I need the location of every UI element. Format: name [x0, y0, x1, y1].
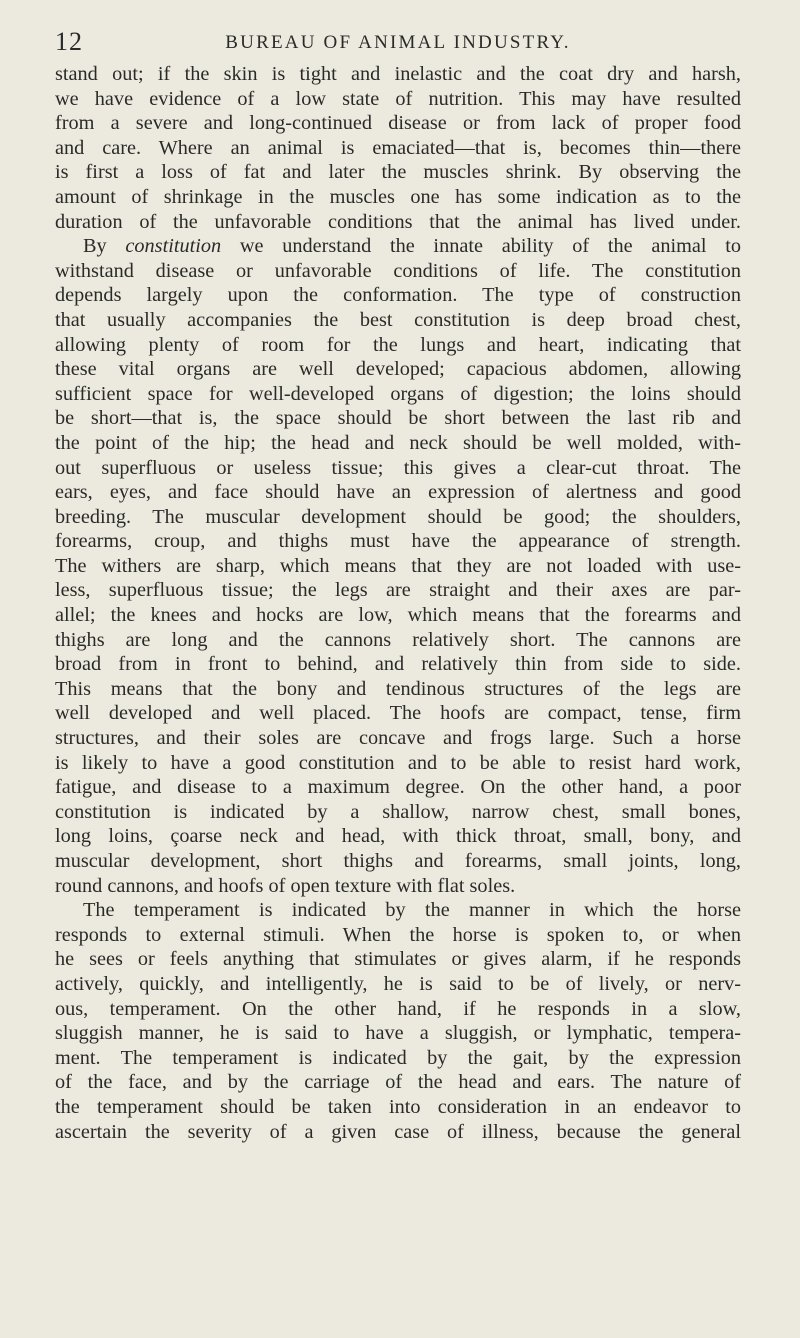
text-line: round cannons, and hoofs of open texture with flat soles.	[55, 874, 516, 897]
page-number: 12	[55, 27, 83, 56]
text-line: the point of the hip; the head and neck should be well molded, with-	[55, 431, 741, 454]
text-line: ous, temperament. On the other hand, if he responds in a slow,	[55, 997, 741, 1020]
text-line: ment. The temperament is indicated by the gait, by the expression	[55, 1046, 741, 1069]
text-line: ears, eyes, and face should have an expression of alertness and good	[55, 481, 741, 504]
text-line: from a severe and long-continued disease or from lack of proper food	[55, 112, 741, 135]
text-line: withstand disease or unfavorable conditions of life. The constitution	[55, 259, 741, 282]
text-line: broad from in front to behind, and relatively thin from side to side.	[55, 653, 741, 676]
text-line: well developed and well placed. The hoofs are compact, tense, firm	[55, 702, 741, 725]
text-line: the temperament should be taken into consideration in an endeavor to	[55, 1095, 741, 1118]
text-line: muscular development, short thighs and forearms, small joints, long,	[55, 850, 741, 872]
text-line: fatigue, and disease to a maximum degree. On the other hand, a poor	[55, 776, 741, 799]
text-line: less, superfluous tissue; the legs are straight and their axes are par-	[55, 579, 741, 602]
text-line: structures, and their soles are concave and frogs large. Such a horse	[55, 727, 741, 750]
text-line: This means that the bony and tendinous structures of the legs are	[55, 677, 741, 700]
text-line: that usually accompanies the best constitution is deep broad chest,	[55, 308, 741, 331]
italic-term: constitution	[125, 235, 222, 258]
text-line: is first a loss of fat and later the muscles shrink. By observing the	[55, 161, 741, 184]
text-line: forearms, croup, and thighs must have the appearance of strength.	[55, 530, 741, 553]
text-line: allowing plenty of room for the lungs and heart, indicating that	[55, 333, 741, 356]
text-line: be short—that is, the space should be short between the last rib and	[55, 407, 741, 430]
text-line: is likely to have a good constitution and to be able to resist hard work,	[55, 751, 741, 774]
text-line: ascertain the severity of a given case of illness, because the general	[55, 1120, 741, 1143]
text-line: of the face, and by the carriage of the head and ears. The nature of	[55, 1071, 741, 1094]
text-line: we have evidence of a low state of nutrition. This may have resulted	[55, 87, 741, 110]
text-segment: we understand the innate ability of the animal to	[221, 235, 741, 258]
text-line: sufficient space for well-developed organs of digestion; the loins should	[55, 382, 741, 405]
text-line: and care. Where an animal is emaciated—that is, becomes thin—there	[55, 136, 741, 159]
text-segment: By	[83, 235, 126, 258]
text-line: out superfluous or useless tissue; this gives a clear-cut throat. The	[55, 456, 741, 479]
text-line: breeding. The muscular development should be good; the shoulders,	[55, 505, 741, 528]
text-line: long loins, çoarse neck and head, with thick throat, small, bony, and	[55, 825, 741, 848]
text-line: thighs are long and the cannons relatively short. The cannons are	[55, 628, 741, 651]
body-text	[55, 62, 741, 1144]
text-line: actively, quickly, and intelligently, he is said to be of lively, or nerv-	[55, 972, 741, 995]
text-line: stand out; if the skin is tight and inelastic and the coat dry and harsh,	[55, 63, 741, 85]
text-line: amount of shrinkage in the muscles one has some indication as to the	[55, 185, 741, 208]
text-line	[55, 234, 741, 259]
text-line: allel; the knees and hocks are low, which means that the forearms and	[55, 604, 741, 627]
text-line: these vital organs are well developed; capacious abdomen, allowing	[55, 358, 741, 381]
text-line: constitution is indicated by a shallow, narrow chest, small bones,	[55, 800, 741, 823]
text-line: depends largely upon the conformation. The type of construction	[55, 284, 741, 307]
running-head: BUREAU OF ANIMAL INDUSTRY.	[225, 32, 571, 53]
page-header	[55, 27, 741, 57]
text-line: The temperament is indicated by the manner in which the horse	[83, 899, 741, 922]
text-line: sluggish manner, he is said to have a sluggish, or lymphatic, tempera-	[55, 1022, 741, 1045]
text-line: he sees or feels anything that stimulates or gives alarm, if he responds	[55, 948, 741, 971]
text-line: The withers are sharp, which means that they are not loaded with use-	[55, 554, 741, 577]
text-line: responds to external stimuli. When the horse is spoken to, or when	[55, 923, 741, 946]
text-line: duration of the unfavorable conditions that the animal has lived under.	[55, 210, 741, 233]
